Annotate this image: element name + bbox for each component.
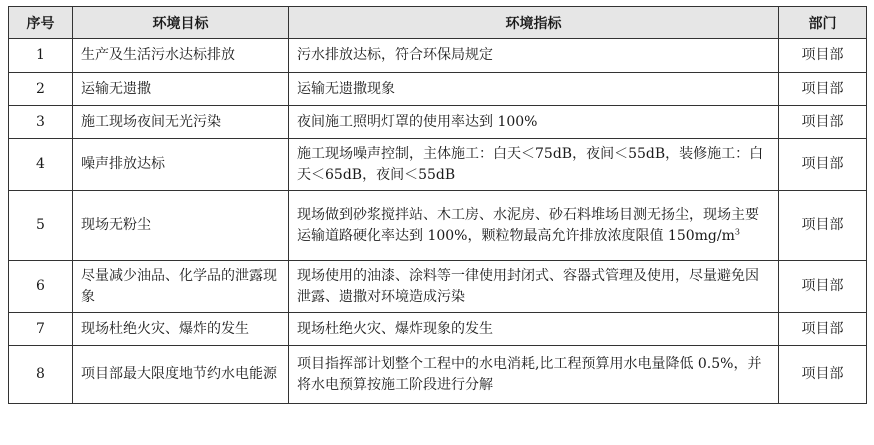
row-indicator-text: 运输无遗撒现象 bbox=[297, 80, 395, 97]
row-target-text: 生产及生活污水达标排放 bbox=[81, 47, 235, 63]
row-indicator bbox=[289, 106, 779, 139]
row-target bbox=[73, 39, 289, 73]
row-target-text: 噪声排放达标 bbox=[81, 156, 165, 172]
row-target bbox=[73, 73, 289, 106]
table-row bbox=[9, 313, 867, 346]
row-target-text: 施工现场夜间无光污染 bbox=[81, 113, 221, 130]
row-indicator bbox=[289, 139, 779, 191]
row-department bbox=[779, 39, 867, 73]
table-row bbox=[9, 191, 867, 261]
row-target bbox=[73, 139, 289, 191]
header-target: 环境目标 bbox=[73, 7, 289, 39]
table-row bbox=[9, 139, 867, 191]
table-row bbox=[9, 106, 867, 139]
row-serial-text: 4 bbox=[36, 156, 45, 172]
table-row bbox=[9, 73, 867, 106]
header-row bbox=[9, 7, 867, 39]
row-department-text: 项目部 bbox=[801, 320, 844, 337]
row-department-text: 项目部 bbox=[801, 278, 844, 294]
row-target bbox=[73, 313, 289, 346]
row-target bbox=[73, 191, 289, 261]
row-serial bbox=[9, 139, 73, 191]
row-serial bbox=[9, 73, 73, 106]
row-department bbox=[779, 261, 867, 313]
row-department bbox=[779, 139, 867, 191]
unit-superscript: 3 bbox=[734, 226, 740, 236]
row-serial-text: 8 bbox=[36, 366, 45, 382]
row-indicator-text: 污水排放达标，符合环保局规定 bbox=[297, 47, 493, 63]
row-serial bbox=[9, 106, 73, 139]
row-target-text: 项目部最大限度地节约水电能源 bbox=[81, 366, 277, 382]
row-indicator-text: 现场杜绝火灾、爆炸现象的发生 bbox=[297, 320, 493, 337]
header-indicator: 环境指标 bbox=[289, 7, 779, 39]
row-department-text: 项目部 bbox=[801, 47, 844, 63]
row-serial bbox=[9, 346, 73, 404]
row-serial bbox=[9, 261, 73, 313]
row-department-text: 项目部 bbox=[801, 156, 844, 172]
row-serial-text: 6 bbox=[36, 278, 45, 294]
row-target-text: 运输无遗撒 bbox=[81, 80, 151, 97]
header-department: 部门 bbox=[779, 7, 867, 39]
row-serial-text: 7 bbox=[36, 320, 45, 337]
row-indicator-text: 施工现场噪声控制，主体施工：白天＜75dB，夜间＜55dB，装修施工：白天＜65dB，夜间＜55dB bbox=[297, 145, 764, 183]
row-target bbox=[73, 261, 289, 313]
row-indicator bbox=[289, 39, 779, 73]
row-indicator bbox=[289, 191, 779, 261]
environment-targets-table bbox=[8, 6, 867, 404]
row-indicator-text: 现场做到砂浆搅拌站、木工房、水泥房、砂石料堆场目测无扬尘，现场主要运输道路硬化率达到 100%，颗粒物最高允许排放浓度限值 150mg/m bbox=[297, 206, 759, 244]
header-serial: 序号 bbox=[9, 7, 73, 39]
row-department bbox=[779, 191, 867, 261]
row-serial bbox=[9, 313, 73, 346]
row-target-text: 现场杜绝火灾、爆炸的发生 bbox=[81, 320, 249, 337]
row-indicator bbox=[289, 73, 779, 106]
row-department bbox=[779, 106, 867, 139]
row-serial-text: 2 bbox=[36, 80, 45, 97]
row-department-text: 项目部 bbox=[801, 80, 844, 97]
row-indicator-text: 项目指挥部计划整个工程中的水电消耗,比工程预算用水电量降低 0.5%，并将水电预算按施工阶段进行分解 bbox=[297, 355, 762, 393]
row-department-text: 项目部 bbox=[801, 113, 844, 130]
row-department bbox=[779, 313, 867, 346]
row-serial-text: 3 bbox=[36, 113, 45, 130]
row-serial-text: 1 bbox=[36, 47, 45, 63]
row-target-text: 现场无粉尘 bbox=[81, 217, 151, 233]
row-indicator bbox=[289, 346, 779, 404]
row-target bbox=[73, 346, 289, 404]
row-department bbox=[779, 73, 867, 106]
table-row bbox=[9, 261, 867, 313]
table-row bbox=[9, 346, 867, 404]
row-department bbox=[779, 346, 867, 404]
row-indicator-text: 现场使用的油漆、涂料等一律使用封闭式、容器式管理及使用，尽量避免因泄露、遗撒对环境造成污染 bbox=[297, 267, 759, 305]
row-serial bbox=[9, 39, 73, 73]
row-indicator bbox=[289, 261, 779, 313]
row-serial-text: 5 bbox=[36, 217, 45, 233]
row-target-text: 尽量减少油品、化学品的泄露现象 bbox=[81, 267, 277, 305]
row-indicator-text: 夜间施工照明灯罩的使用率达到 100% bbox=[297, 113, 538, 130]
row-department-text: 项目部 bbox=[801, 366, 844, 382]
row-indicator bbox=[289, 313, 779, 346]
row-serial bbox=[9, 191, 73, 261]
row-department-text: 项目部 bbox=[801, 217, 844, 233]
table-row bbox=[9, 39, 867, 73]
row-target bbox=[73, 106, 289, 139]
